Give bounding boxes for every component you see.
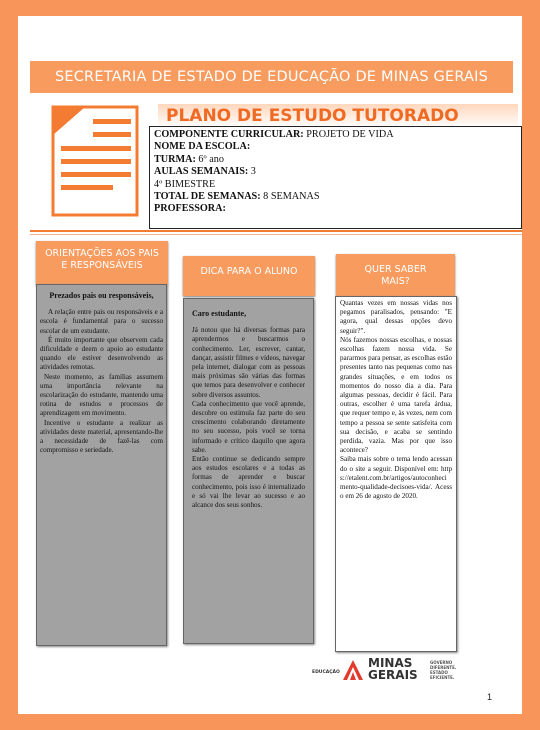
minas-gerais-triangle-icon bbox=[342, 659, 364, 681]
paragraph: Quantas vezes em nossas vidas nos pegamos paralisados, pensando: "E agora, qual dessas opções devo seguir?". bbox=[340, 299, 452, 335]
governo-slogan: GOVERNO DIFERENTE. ESTADO EFICIENTE. bbox=[430, 660, 457, 680]
column-heading-saber-mais: QUER SABER MAIS? bbox=[336, 254, 455, 296]
page-title: PLANO DE ESTUDO TUTORADO bbox=[158, 104, 518, 128]
info-box bbox=[149, 126, 522, 229]
page-number: 1 bbox=[487, 692, 493, 702]
paragraph: Incentive o estudante a realizar as atividades deste material, apresentando-lhe a necessidade de fazê-las com compromisso e seriedade. bbox=[40, 418, 163, 455]
paragraph: Nós fazemos nossas escolhas, e nossas escolhas fazem nossa vida. Se pararmos para pensar, as escolhas estão presentes tanto nas pequenas como nas grandes situações, e em todos os momentos do nosso dia a dia. Para algumas pessoas, decidir é fácil. Para outras, escolher é uma tarefa árdua, que requer tempo e, às vezes, nem com tempo a pessoa se sente satisfeita com sua decisão, e acaba se sentindo perdida, vazia. Mas por que isso acontece? bbox=[340, 335, 452, 455]
aulas-row: AULAS SEMANAIS: 3 bbox=[154, 166, 256, 178]
document-page bbox=[18, 16, 522, 714]
paragraph: Cada conhecimento que você aprende, descobre ou estimula faz parte do seu crescimento colaborando diretamente no seu sucesso, pois você se torna informado e crítico daquilo que agora sabe. bbox=[192, 399, 305, 454]
column-box-aluno bbox=[183, 298, 314, 644]
minas-gerais-wordmark: MINAS GERAIS bbox=[368, 656, 418, 682]
bimestre-row: 4º BIMESTRE bbox=[154, 178, 216, 190]
column-box-pais bbox=[36, 284, 167, 646]
column-box-saber-mais bbox=[335, 296, 457, 652]
divider bbox=[30, 234, 522, 235]
escola-row: NOME DA ESCOLA: bbox=[154, 141, 251, 153]
turma-row: TURMA: 6º ano bbox=[154, 153, 224, 165]
document-icon bbox=[51, 105, 139, 217]
paragraph: Neste momento, as famílias assumem uma importância relevante na escolarização do estudante, mantendo uma rotina de estudos e processos de aprendizagem em movimento. bbox=[40, 372, 163, 418]
total-row: TOTAL DE SEMANAS: 8 SEMANAS bbox=[154, 191, 320, 203]
greeting: Prezados pais ou responsáveis, bbox=[49, 291, 154, 300]
educacao-label: EDUCAÇÃO bbox=[312, 670, 340, 675]
paragraph: Saiba mais sobre o tema lendo acessando o site a seguir. Disponível em: https://etalent.com.br/artigos/autoconhecimento-qualidade-decisoes-vida/. Acesso em 26 de agosto de 2020. bbox=[340, 455, 452, 501]
secretaria-banner: SECRETARIA DE ESTADO DE EDUCAÇÃO DE MINAS GERAIS bbox=[30, 61, 513, 93]
divider bbox=[30, 230, 522, 232]
paragraph: É muito importante que observem cada dificuldade e deem o apoio ao estudante quando ele estiver desenvolvendo as atividades remotas. bbox=[40, 335, 163, 372]
column-heading-pais: ORIENTAÇÕES AOS PAIS E RESPONSÁVEIS bbox=[36, 241, 168, 285]
paragraph: A relação entre pais ou responsáveis e a escola é fundamental para o sucesso escolar de um estudante. bbox=[40, 308, 163, 335]
column-heading-aluno: DICA PARA O ALUNO bbox=[183, 256, 315, 296]
paragraph: Já notou que há diversas formas para aprendermos e buscarmos o conhecimento. Ler, escrever, cantar, dançar, assistir filmes e vídeos, navegar pela internet, dialogar com as pessoas mais próximas são várias das formas que temos para desenvolver e conhecer sobre diversos assuntos. bbox=[192, 326, 305, 399]
footer-logo bbox=[312, 656, 512, 686]
greeting: Caro estudante, bbox=[192, 309, 247, 318]
componente-row: COMPONENTE CURRICULAR: PROJETO DE VIDA bbox=[154, 129, 394, 140]
paragraph: Então continue se dedicando sempre aos estudos escolares e a todas as formas de aprender e buscar conhecimento, pois isso é internalizado e só vai lhe levar ao sucesso e ao alcance dos seus sonhos. bbox=[192, 455, 305, 510]
professora-row: PROFESSORA: bbox=[154, 203, 226, 215]
